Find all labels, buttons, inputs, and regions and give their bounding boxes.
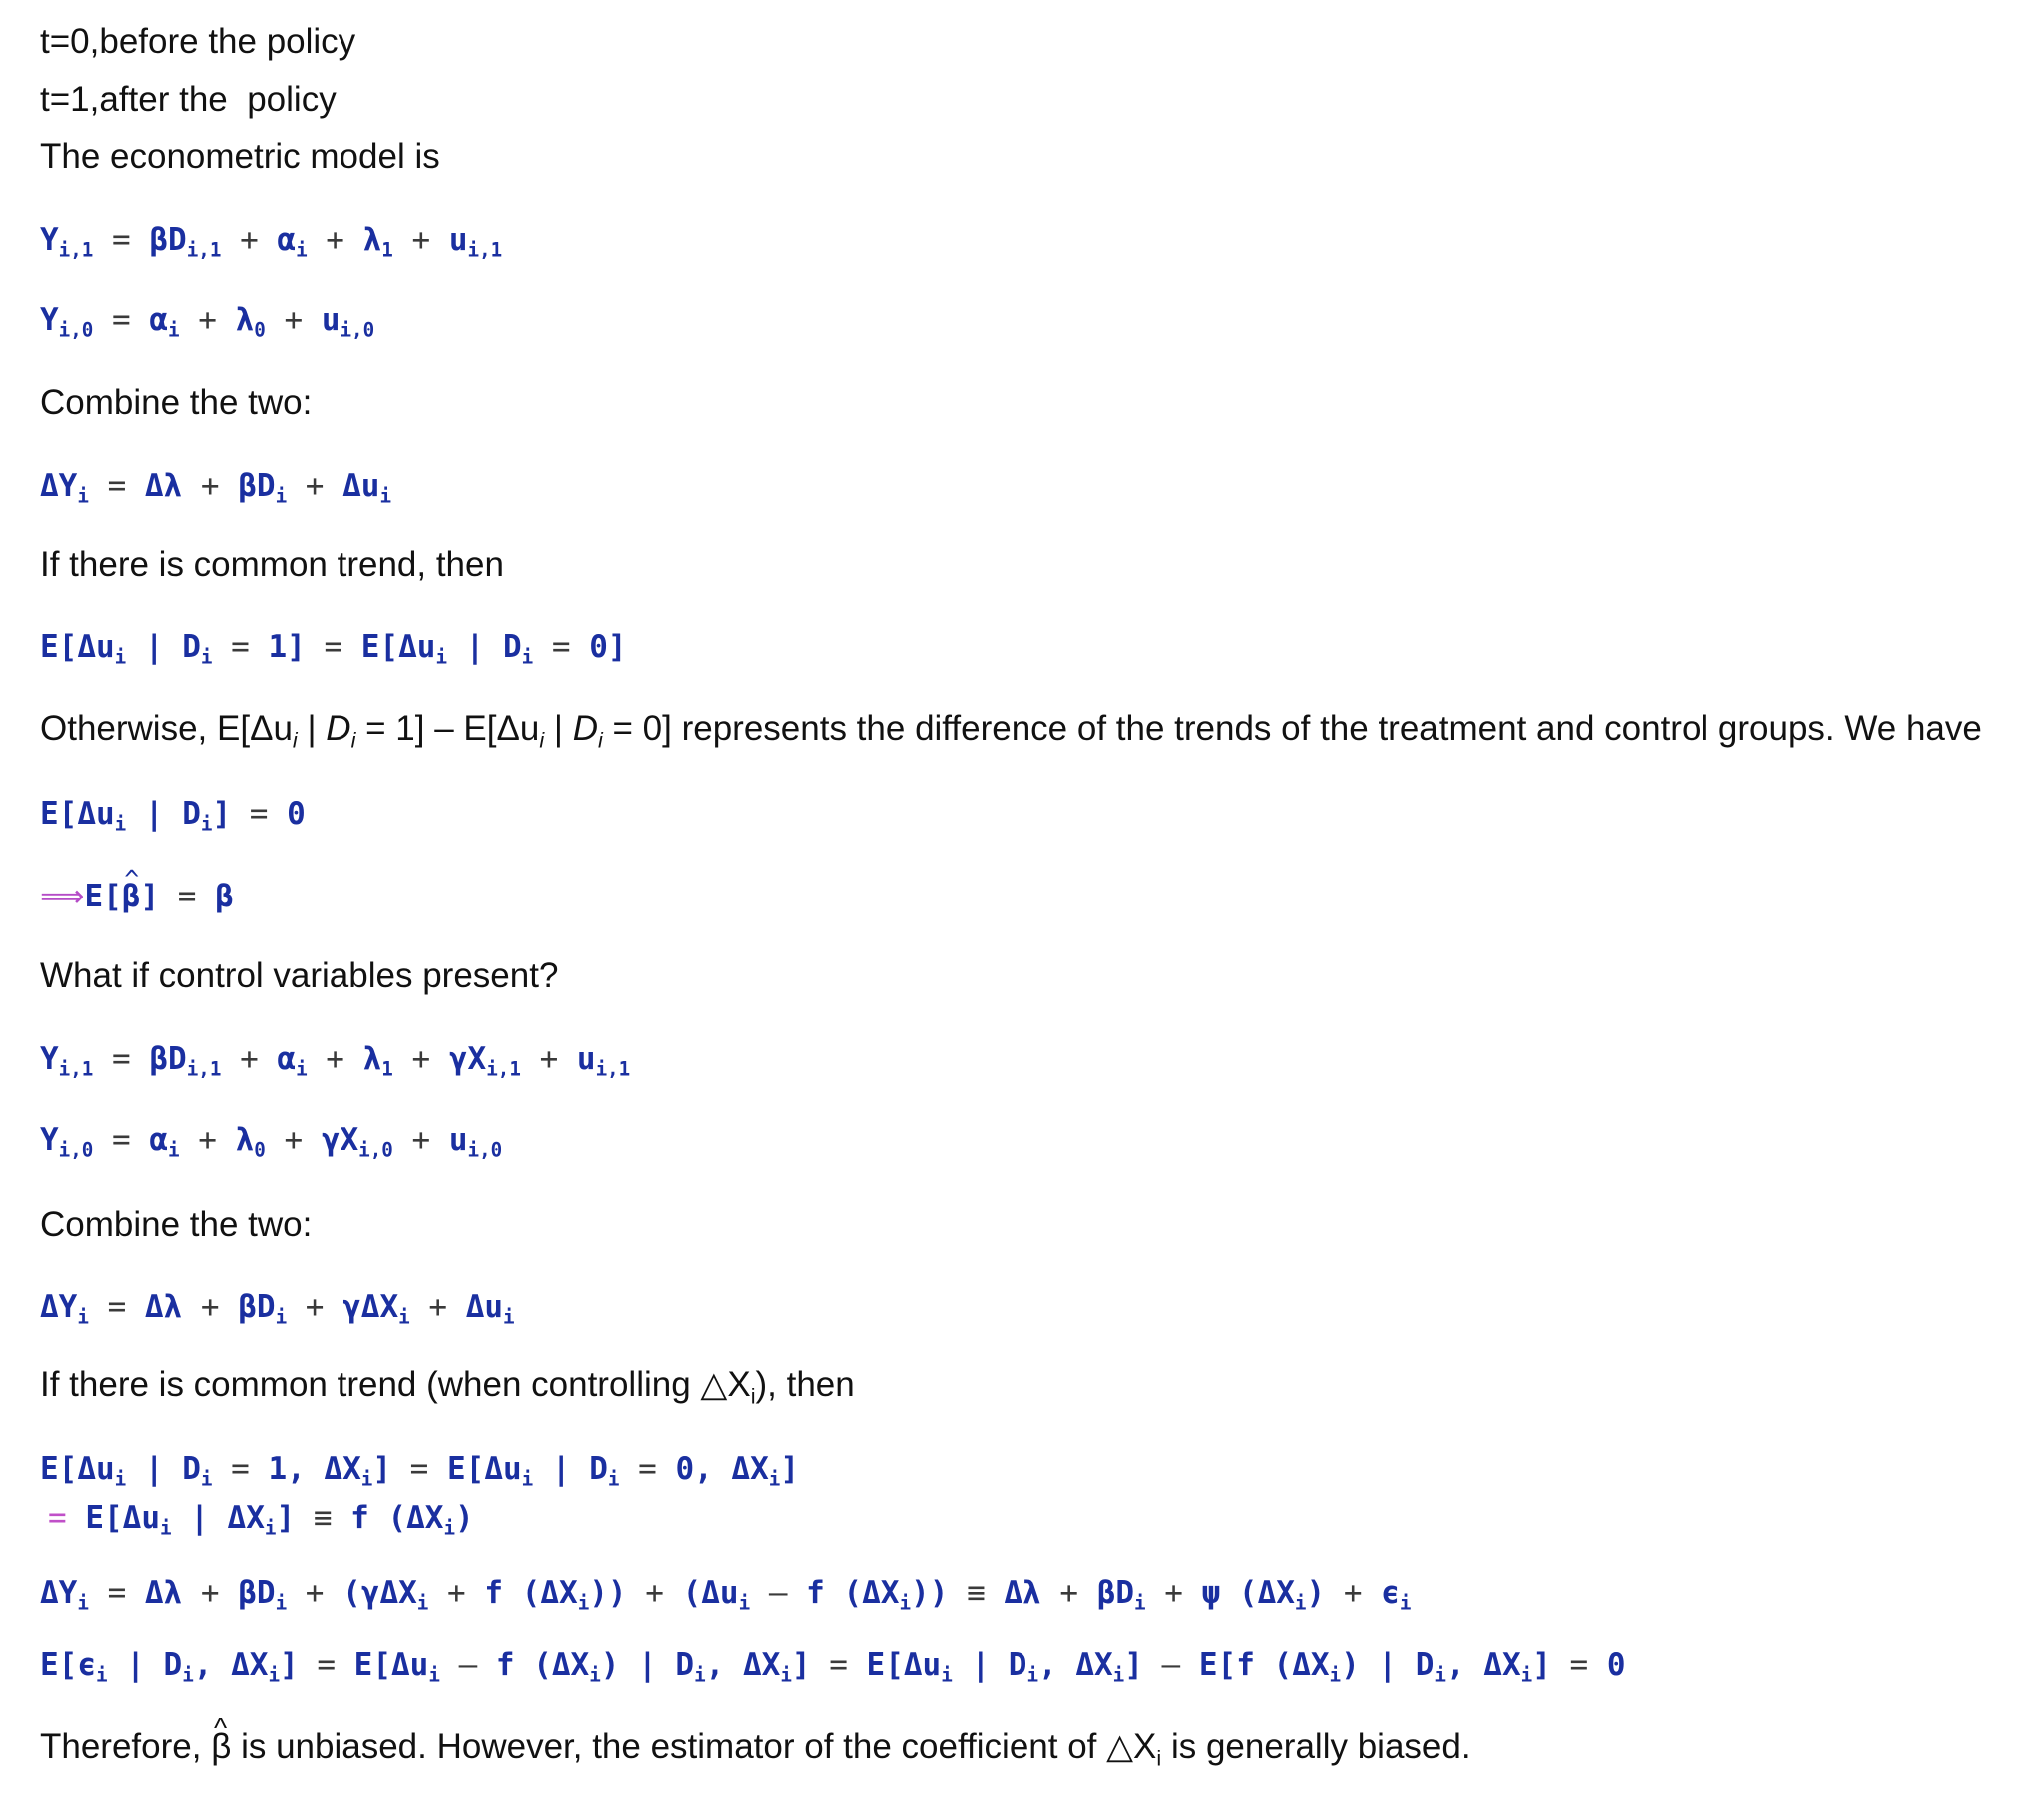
- equation-f-definition: = $E[\Delta u_i$ | $\Delta X_i] \equiv f$ $(\Delta X_i)$: [48, 1500, 474, 1540]
- text-line-combine-1: Combine the two:: [40, 383, 313, 422]
- equation-y-i0-controls: $Y_{i,0} = \alpha_i + \lambda_0 + \gamma X_{i,0} + u_{i,0}$: [40, 1122, 503, 1162]
- equation-zero-mean: $E[\Delta u_i$ | $D_i] = 0$: [40, 796, 306, 836]
- equation-delta-y-rewritten: $\Delta Y_i = \Delta\lambda + \beta D_i + (\gamma\Delta X_i + f$ $(\Delta X_i)) + (\Delta u_i - f$ $(\Delta X_i)) \equiv \Delta\lambda + \beta D_i + \psi$ $(\Delta X_i) + \epsilon_i$: [40, 1575, 1412, 1615]
- equation-common-trend-controls: $E[\Delta u_i$ | $D_i = 1$, $\Delta X_i] = E[\Delta u_i$ | $D_i = 0$, $\Delta X_i$]: [40, 1451, 799, 1491]
- text-line-common-trend-controls: If there is common trend (when controlling $\triangle X_i$), then: [40, 1365, 855, 1409]
- text-line-t0: t=0,before the policy: [40, 22, 356, 61]
- equation-delta-y: $\Delta Y_i = \Delta\lambda + \beta D_i + \Delta u_i$: [40, 468, 392, 508]
- equation-common-trend: $E[\Delta u_i$ | $D_i = 1] = E[\Delta u_i$ | $D_i = 0$]: [40, 629, 627, 669]
- text-line-common-trend: If there is common trend, then: [40, 545, 504, 584]
- equation-unbiased-beta: ⟹E[^ β] = β: [40, 879, 234, 914]
- text-line-otherwise: Otherwise, $E[\Delta u_i$ | $D_i = 1] - E[\Delta u_i$ | $D_i = 0$] represents the difference of the trends of the treatment and control groups. We have: [40, 709, 1982, 753]
- equation-y-i0: $Y_{i,0} = \alpha_i + \lambda_0 + u_{i,0}$: [40, 302, 375, 342]
- equation-epsilon-zero-mean: $E[\epsilon_i$ | $D_i$, $\Delta X_i] = E[\Delta u_i - f$ $(\Delta X_i)$ | $D_i$, $\Delta X_i] = E[\Delta u_i$ | $D_i$, $\Delta X_i] - E[f$ $(\Delta X_i)$ | $D_i$, $\Delta X_i] = 0$: [40, 1647, 1626, 1687]
- text-line-conclusion: Therefore, ^ β is unbiased. However, the estimator of the coefficient of $\triangle X_i$ is generally biased.: [40, 1727, 1471, 1772]
- text-line-t1: t=1,after the policy: [40, 80, 337, 119]
- text-line-model-intro: The econometric model is: [40, 137, 440, 176]
- equation-y-i1-controls: $Y_{i,1} = \beta D_{i,1} + \alpha_i + \lambda_1 + \gamma X_{i,1} + u_{i,1}$: [40, 1041, 631, 1081]
- equation-delta-y-controls: $\Delta Y_i = \Delta\lambda + \beta D_i + \gamma\Delta X_i + \Delta u_i$: [40, 1289, 515, 1329]
- equation-y-i1: $Y_{i,1} = \beta D_{i,1} + \alpha_i + \lambda_1 + u_{i,1}$: [40, 222, 503, 262]
- text-line-controls: What if control variables present?: [40, 956, 559, 995]
- text-line-combine-2: Combine the two:: [40, 1205, 313, 1244]
